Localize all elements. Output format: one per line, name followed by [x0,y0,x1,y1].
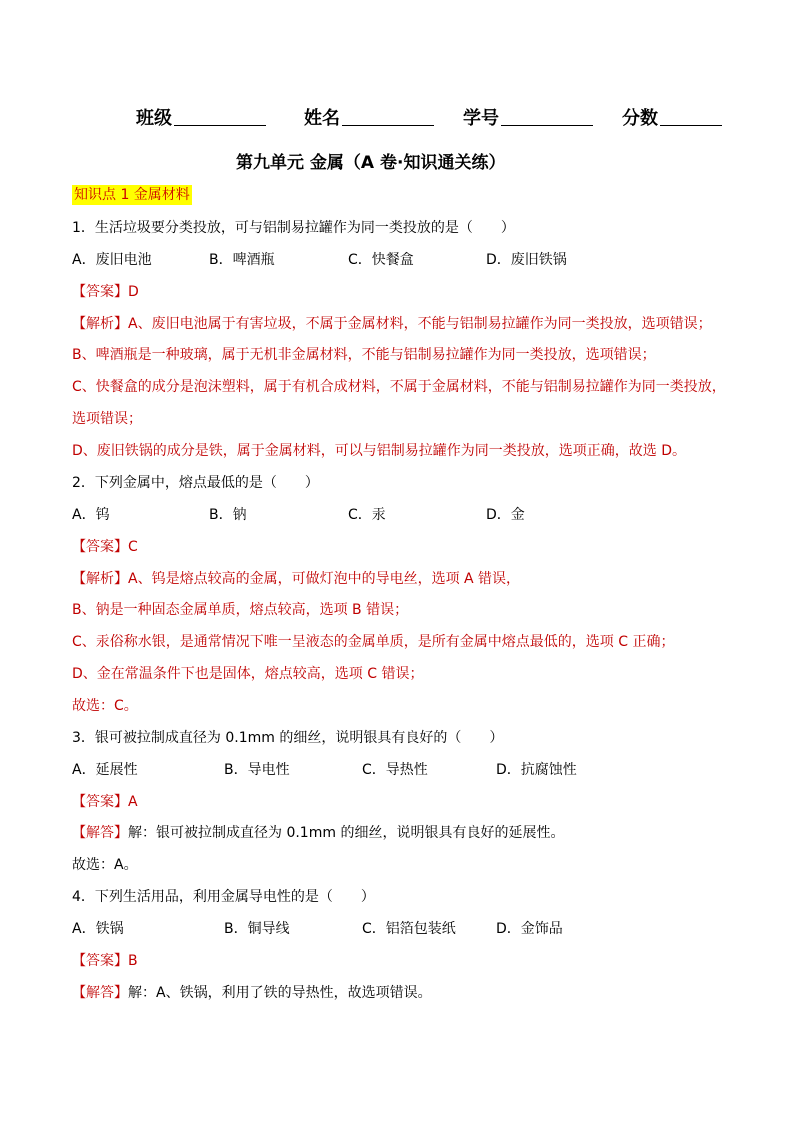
analysis-tag: 【解答】 [72,825,128,841]
name-blank[interactable] [342,105,434,126]
q1-analysis-line-3: C、快餐盒的成分是泡沫塑料，属于有机合成材料，不属于金属材料，不能与铝制易拉罐作为同一类投放， [72,379,726,395]
header-fields [0,104,794,132]
answer-tag: 【答案】 [72,539,128,555]
q1-analysis-line-2: B、啤酒瓶是一种玻璃，属于无机非金属材料，不能与铝制易拉罐作为同一类投放，选项错误； [72,347,656,363]
q2-option-c: C．汞 [348,507,386,523]
q3-option-b: B．导电性 [224,762,290,778]
q2-analysis-line-2: B、钠是一种固态金属单质，熔点较高，选项 B 错误； [72,602,409,618]
class-blank[interactable] [174,105,266,126]
q1-option-a: A．废旧电池 [72,252,152,268]
q2-option-b: B．钠 [209,507,247,523]
answer-tag: 【答案】 [72,953,128,969]
answer-value: D [128,284,139,300]
q2-analysis-line-1 [72,569,520,589]
document-title: 第九单元 金属（A 卷·知识通关练） [236,153,506,173]
q1-options [72,250,772,270]
q2-analysis-line-3: C、汞俗称水银，是通常情况下唯一呈液态的金属单质，是所有金属中熔点最低的，选项 C 正确； [72,634,675,650]
q1-stem: 1．生活垃圾要分类投放，可与铝制易拉罐作为同一类投放的是（ ） [72,220,515,236]
answer-value: B [128,953,138,969]
q2-option-d: D．金 [486,507,525,523]
q3-analysis-line-1 [72,823,564,843]
q4-analysis-line-1 [72,983,432,1003]
q1-analysis-line-4: 选项错误； [72,411,142,427]
analysis-tag: 【解析】 [72,316,128,332]
student-number-label: 学号 [463,108,499,129]
q4-option-d: D．金饰品 [496,921,563,937]
answer-value: C [128,539,138,555]
q2-options [72,505,772,525]
q2-analysis-line-4: D、金在常温条件下也是固体，熔点较高，选项 C 错误； [72,666,424,682]
score-field [622,104,722,130]
q2-answer [72,537,138,557]
q4-options [72,919,772,939]
q1-option-c: C．快餐盒 [348,252,414,268]
answer-tag: 【答案】 [72,284,128,300]
q3-option-a: A．延展性 [72,762,138,778]
q1-option-b: B．啤酒瓶 [209,252,275,268]
q3-options [72,760,772,780]
analysis-tag: 【解答】 [72,985,128,1001]
q1-option-d: D．废旧铁锅 [486,252,567,268]
q2-analysis-line-5: 故选：C。 [72,698,138,714]
q4-answer [72,951,138,971]
q1-answer [72,282,139,302]
q2-stem: 2．下列金属中，熔点最低的是（ ） [72,475,319,491]
q4-option-c: C．铝箔包装纸 [362,921,456,937]
answer-tag: 【答案】 [72,794,128,810]
name-label: 姓名 [304,108,340,129]
score-blank[interactable] [660,105,722,126]
class-label: 班级 [136,108,172,129]
class-field [136,104,266,130]
q4-stem: 4．下列生活用品，利用金属导电性的是（ ） [72,889,375,905]
q1-analysis-line-1 [72,314,712,334]
q3-option-d: D．抗腐蚀性 [496,762,577,778]
q4-option-b: B．铜导线 [224,921,290,937]
q3-stem: 3．银可被拉制成直径为 0.1mm 的细丝，说明银具有良好的（ ） [72,730,504,746]
analysis-text: A、废旧电池属于有害垃圾，不属于金属材料，不能与铝制易拉罐作为同一类投放，选项错误； [128,316,712,332]
score-label: 分数 [622,108,658,129]
q1-analysis-line-5: D、废旧铁锅的成分是铁，属于金属材料，可以与铝制易拉罐作为同一类投放，选项正确，故选 D。 [72,443,687,459]
section-heading: 知识点 1 金属材料 [74,187,190,203]
q3-analysis-line-2: 故选：A。 [72,857,138,873]
analysis-text: 解：银可被拉制成直径为 0.1mm 的细丝，说明银具有良好的延展性。 [128,825,565,841]
analysis-text: A、钨是熔点较高的金属，可做灯泡中的导电丝，选项 A 错误， [128,571,521,587]
answer-value: A [128,794,138,810]
analysis-text: 解：A、铁锅，利用了铁的导热性，故选项错误。 [128,985,432,1001]
name-field [304,104,434,130]
q3-answer [72,792,138,812]
analysis-tag: 【解析】 [72,571,128,587]
student-number-field [463,104,593,130]
q3-option-c: C．导热性 [362,762,428,778]
q4-option-a: A．铁锅 [72,921,124,937]
q2-option-a: A．钨 [72,507,110,523]
student-number-blank[interactable] [501,105,593,126]
